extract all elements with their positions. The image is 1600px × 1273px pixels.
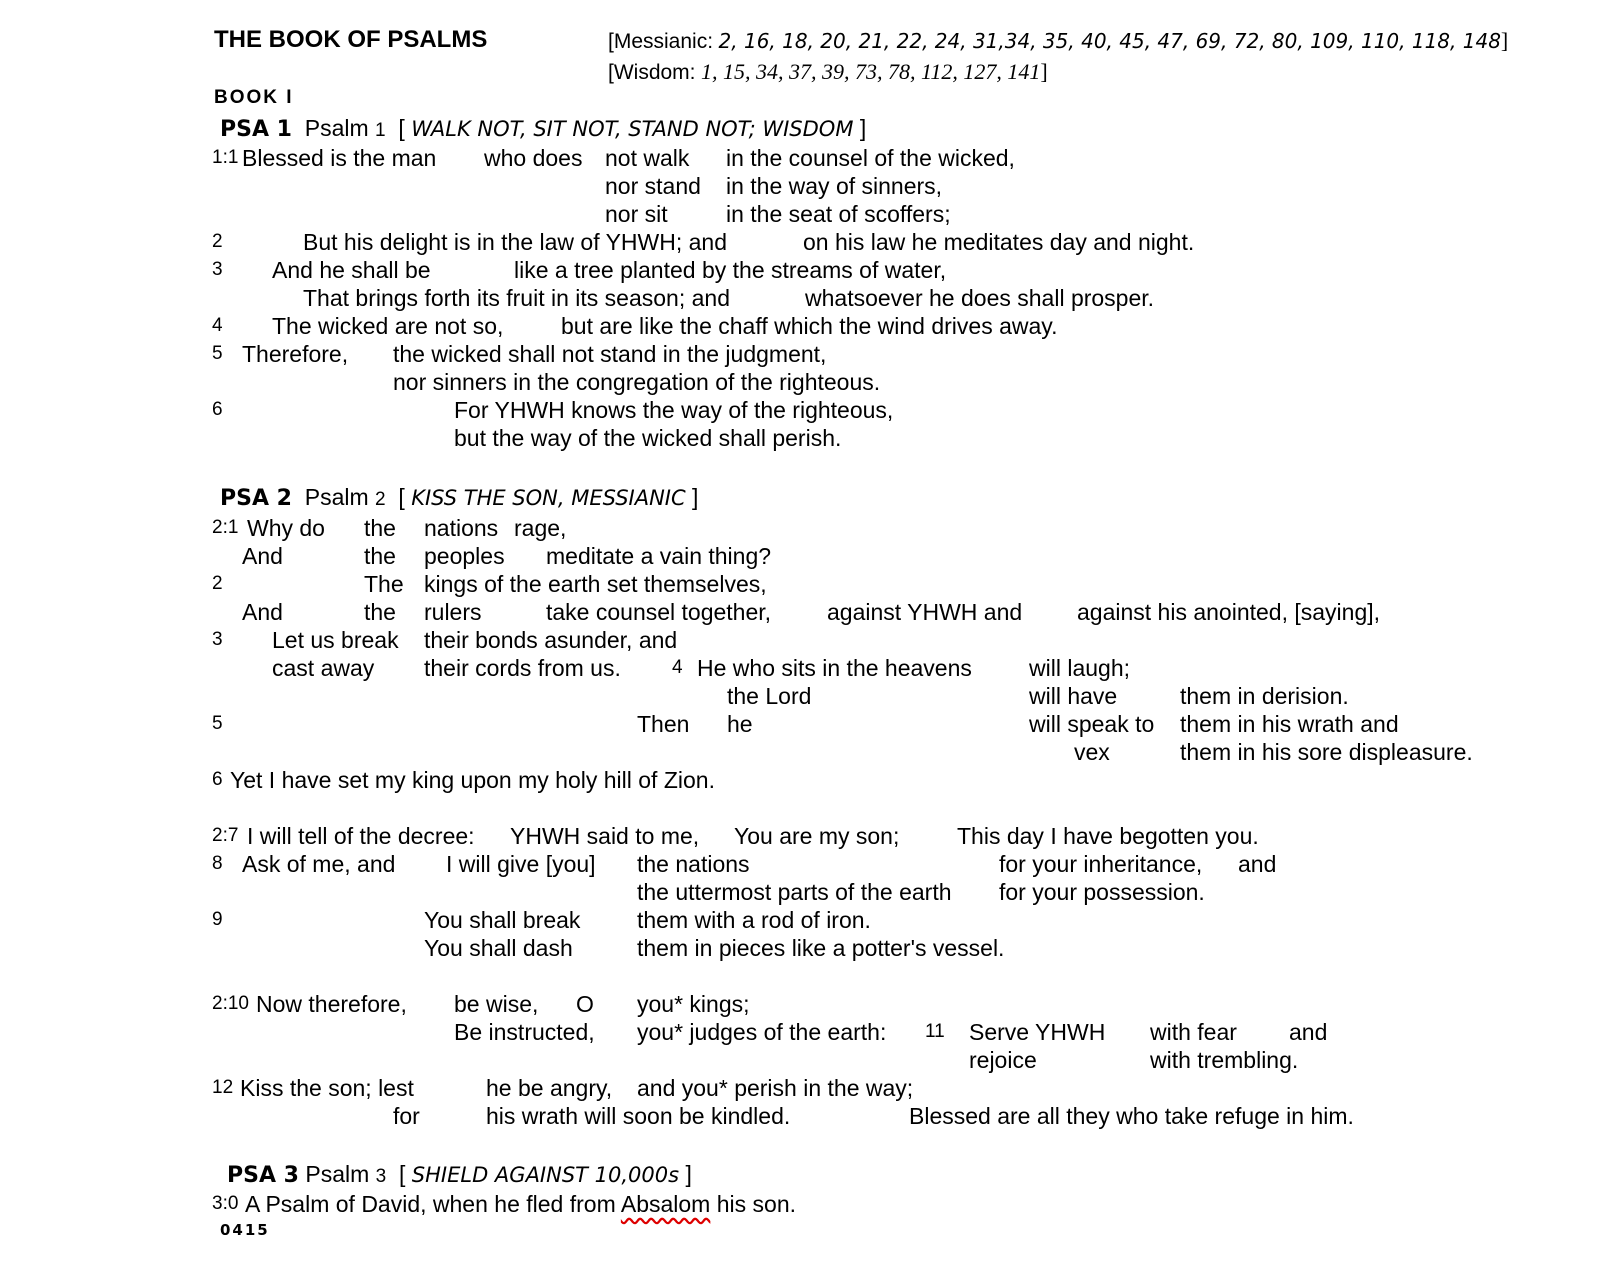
psalm-word: Psalm bbox=[305, 1161, 370, 1187]
psalm-number: 2 bbox=[375, 489, 386, 510]
psa-code: PSA 1 bbox=[220, 117, 292, 142]
verse-text: I will tell of the decree: bbox=[247, 823, 475, 849]
verse-text: nations bbox=[424, 515, 499, 541]
psalm-number: 1 bbox=[375, 120, 386, 141]
verse-text: nor stand bbox=[605, 173, 701, 199]
verse-text: Blessed is the man bbox=[242, 145, 437, 171]
verse-text: you* judges of the earth: bbox=[637, 1019, 887, 1045]
verse-text: their bonds asunder, and bbox=[424, 627, 678, 653]
verse-text: rejoice bbox=[969, 1047, 1037, 1073]
page-code: 0415 bbox=[220, 1221, 270, 1239]
verse-text: And bbox=[242, 599, 283, 625]
psalm-tag: WALK NOT, SIT NOT, STAND NOT; WISDOM bbox=[411, 117, 854, 141]
psalm-number: 3 bbox=[375, 1166, 387, 1187]
verse-number: 2:1 bbox=[212, 517, 239, 538]
verse-text: for your inheritance, bbox=[999, 851, 1203, 877]
verse-text: like a tree planted by the streams of water, bbox=[514, 257, 947, 283]
verse-text: But his delight is in the law of YHWH; and bbox=[303, 229, 728, 255]
verse-text: YHWH said to me, bbox=[510, 823, 700, 849]
verse-text: against his anointed, [saying], bbox=[1077, 599, 1381, 625]
verse-number: 6 bbox=[212, 769, 223, 790]
verse-text: who does bbox=[484, 145, 583, 171]
verse-text: kings of the earth set themselves, bbox=[424, 571, 767, 597]
verse-text-part: A Psalm of David, when he fled from bbox=[245, 1191, 616, 1217]
verse-text: their cords from us. bbox=[424, 655, 621, 681]
tag-open: [ bbox=[398, 115, 405, 141]
verse-text: with trembling. bbox=[1150, 1047, 1299, 1073]
verse-number: 12 bbox=[212, 1077, 234, 1098]
verse-text: the nations bbox=[637, 851, 750, 877]
verse-text: Serve YHWH bbox=[969, 1019, 1106, 1045]
verse-text: Now therefore, bbox=[256, 991, 407, 1017]
psalm-word: Psalm bbox=[304, 484, 369, 510]
verse-text bbox=[245, 1190, 796, 1218]
verse-text: them in pieces like a potter's vessel. bbox=[637, 935, 1005, 961]
verse-number: 5 bbox=[212, 343, 223, 364]
psalm-tag: SHIELD AGAINST 10,000s bbox=[411, 1163, 680, 1187]
messianic-close: ] bbox=[1500, 28, 1509, 53]
verse-text: the bbox=[364, 515, 396, 541]
messianic-label: [Messianic: bbox=[608, 30, 714, 53]
verse-text: You are my son; bbox=[734, 823, 900, 849]
tag-close: ] bbox=[692, 484, 699, 510]
verse-number: 5 bbox=[212, 713, 223, 734]
verse-text: them in his sore displeasure. bbox=[1180, 739, 1473, 765]
tag-close: ] bbox=[685, 1161, 692, 1187]
verse-text: for bbox=[393, 1103, 420, 1129]
book-title: THE BOOK OF PSALMS bbox=[214, 26, 488, 53]
verse-text: his wrath will soon be kindled. bbox=[486, 1103, 791, 1129]
verse-text: but are like the chaff which the wind drives away. bbox=[561, 313, 1058, 339]
psa-code: PSA 3 bbox=[227, 1163, 299, 1188]
verse-text: whatsoever he does shall prosper. bbox=[805, 285, 1155, 311]
book-label: BOOK I bbox=[214, 87, 294, 108]
wisdom-label: [Wisdom: bbox=[608, 61, 696, 84]
verse-text: in the way of sinners, bbox=[726, 173, 943, 199]
verse-number: 8 bbox=[212, 853, 223, 874]
verse-text: but the way of the wicked shall perish. bbox=[454, 425, 842, 451]
verse-text: And he shall be bbox=[272, 257, 431, 283]
verse-text: You shall dash bbox=[424, 935, 573, 961]
verse-text: in the counsel of the wicked, bbox=[726, 145, 1015, 171]
verse-text: will have bbox=[1029, 683, 1118, 709]
verse-text: rulers bbox=[424, 599, 482, 625]
verse-number: 2:7 bbox=[212, 825, 239, 846]
verse-text: the uttermost parts of the earth bbox=[637, 879, 952, 905]
verse-text: meditate a vain thing? bbox=[546, 543, 772, 569]
verse-number: 11 bbox=[925, 1021, 945, 1042]
verse-text: and bbox=[1238, 851, 1277, 877]
verse-text: This day I have begotten you. bbox=[957, 823, 1259, 849]
verse-number: 2 bbox=[212, 231, 223, 252]
verse-number: 4 bbox=[672, 657, 683, 678]
verse-text: against YHWH and bbox=[827, 599, 1023, 625]
psalm-tag: KISS THE SON, MESSIANIC bbox=[411, 486, 686, 510]
psa-code: PSA 2 bbox=[220, 486, 292, 511]
verse-text: The bbox=[364, 571, 404, 597]
verse-text: the bbox=[364, 599, 396, 625]
verse-text: with fear bbox=[1150, 1019, 1237, 1045]
verse-text: the wicked shall not stand in the judgment, bbox=[393, 341, 827, 367]
verse-text: vex bbox=[1074, 739, 1110, 765]
verse-text: them in his wrath and bbox=[1180, 711, 1399, 737]
verse-text: will speak to bbox=[1029, 711, 1155, 737]
verse-text: Be instructed, bbox=[454, 1019, 595, 1045]
verse-text: That brings forth its fruit in its season; and bbox=[303, 285, 730, 311]
verse-text: rage, bbox=[514, 515, 567, 541]
verse-text: take counsel together, bbox=[546, 599, 772, 625]
verse-text: Ask of me, and bbox=[242, 851, 396, 877]
verse-number: 2 bbox=[212, 573, 223, 594]
tag-open: [ bbox=[399, 1161, 406, 1187]
verse-text: and you* perish in the way; bbox=[637, 1075, 914, 1101]
verse-text: Yet I have set my king upon my holy hill of Zion. bbox=[230, 767, 715, 793]
verse-text: And bbox=[242, 543, 283, 569]
tag-close: ] bbox=[859, 115, 867, 141]
verse-text: The wicked are not so, bbox=[272, 313, 504, 339]
verse-text: them in derision. bbox=[1180, 683, 1349, 709]
verse-text: he be angry, bbox=[486, 1075, 613, 1101]
verse-text: you* kings; bbox=[637, 991, 750, 1017]
verse-number: 6 bbox=[212, 399, 223, 420]
messianic-list bbox=[608, 27, 1508, 56]
spellcheck-word[interactable]: Absalom bbox=[620, 1191, 711, 1217]
messianic-numbers: 2, 16, 18, 20, 21, 22, 24, 31,34, 35, 40, 45, 47, 69, 72, 80, 109, 110, 118, 148 bbox=[718, 29, 1501, 53]
psalm-3-heading bbox=[227, 1160, 692, 1191]
verse-text: Kiss the son; lest bbox=[240, 1075, 414, 1101]
verse-number: 3:0 bbox=[212, 1193, 239, 1214]
verse-text: on his law he meditates day and night. bbox=[803, 229, 1195, 255]
verse-number: 1:1 bbox=[212, 147, 239, 168]
verse-number: 9 bbox=[212, 909, 223, 930]
verse-text: the Lord bbox=[727, 683, 812, 709]
verse-text: Why do bbox=[247, 515, 325, 541]
verse-text: O bbox=[576, 991, 594, 1017]
verse-text: He who sits in the heavens bbox=[697, 655, 972, 681]
verse-text: and bbox=[1289, 1019, 1328, 1045]
verse-text: for your possession. bbox=[999, 879, 1205, 905]
psalm-1-heading bbox=[220, 114, 866, 145]
verse-text: them with a rod of iron. bbox=[637, 907, 871, 933]
verse-text: cast away bbox=[272, 655, 375, 681]
verse-number: 3 bbox=[212, 629, 223, 650]
verse-number: 2:10 bbox=[212, 993, 249, 1014]
verse-text: Blessed are all they who take refuge in him. bbox=[909, 1103, 1354, 1129]
verse-text: the bbox=[364, 543, 396, 569]
verse-text: he bbox=[727, 711, 753, 737]
verse-text-part: his son. bbox=[716, 1191, 796, 1217]
wisdom-list bbox=[608, 58, 1048, 87]
verse-text: Therefore, bbox=[242, 341, 349, 367]
verse-text: nor sit bbox=[605, 201, 668, 227]
verse-text: be wise, bbox=[454, 991, 539, 1017]
wisdom-numbers: 1, 15, 34, 37, 39, 73, 78, 112, 127, 141 bbox=[701, 59, 1041, 84]
verse-number: 3 bbox=[212, 259, 223, 280]
verse-text: nor sinners in the congregation of the righteous. bbox=[393, 369, 881, 395]
verse-text: will laugh; bbox=[1029, 655, 1130, 681]
verse-number: 4 bbox=[212, 315, 223, 336]
verse-text: You shall break bbox=[424, 907, 581, 933]
verse-text: Then bbox=[637, 711, 690, 737]
verse-text: For YHWH knows the way of the righteous, bbox=[454, 397, 894, 423]
verse-text: Let us break bbox=[272, 627, 399, 653]
wisdom-close: ] bbox=[1040, 59, 1048, 84]
verse-text: I will give [you] bbox=[446, 851, 596, 877]
tag-open: [ bbox=[398, 484, 405, 510]
verse-text: not walk bbox=[605, 145, 690, 171]
verse-text: in the seat of scoffers; bbox=[726, 201, 951, 227]
psalm-2-heading bbox=[220, 483, 698, 514]
psalm-word: Psalm bbox=[304, 115, 369, 141]
verse-text: peoples bbox=[424, 543, 505, 569]
